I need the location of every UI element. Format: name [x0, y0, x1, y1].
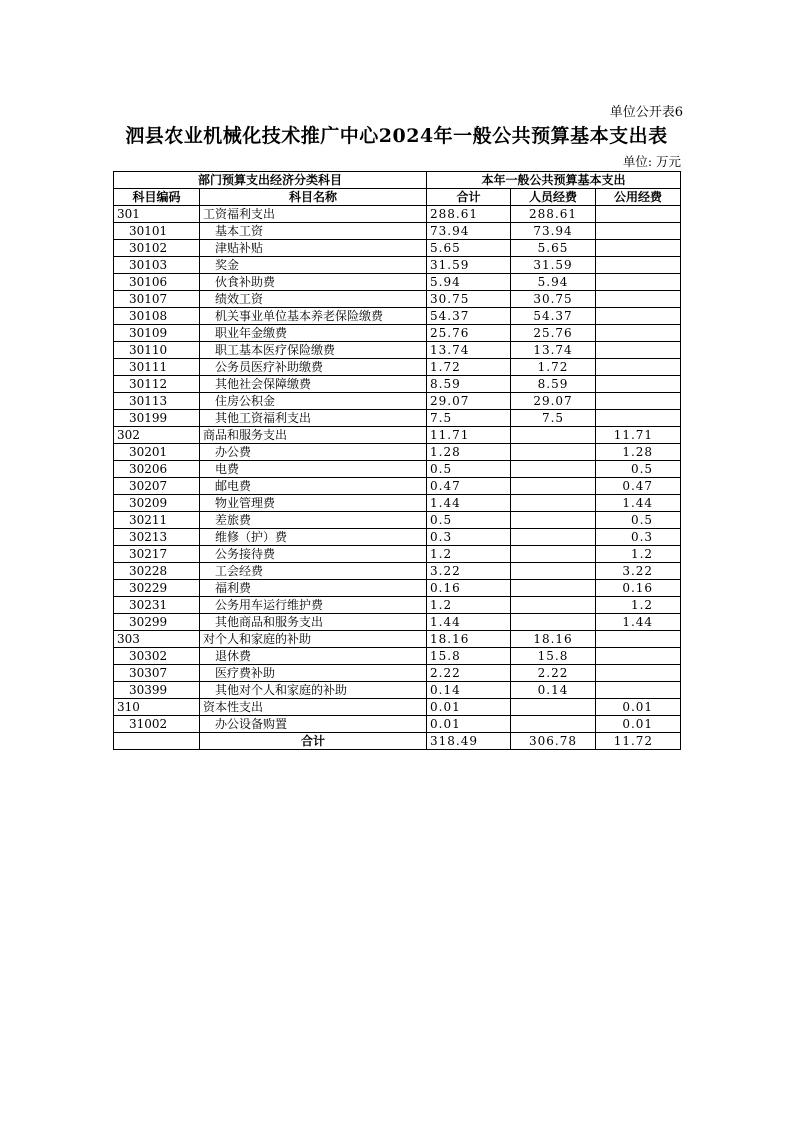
name-cell: 机关事业单位基本养老保险缴费	[200, 308, 427, 325]
public-cell: 0.3	[596, 529, 681, 546]
header-name: 科目名称	[200, 189, 427, 206]
public-cell	[596, 325, 681, 342]
total-cell: 0.16	[427, 580, 511, 597]
code-cell: 30307	[114, 665, 200, 682]
public-cell	[596, 359, 681, 376]
total-cell: 1.2	[427, 546, 511, 563]
total-cell: 30.75	[427, 291, 511, 308]
code-cell: 30217	[114, 546, 200, 563]
personnel-cell	[511, 563, 596, 580]
public-cell	[596, 308, 681, 325]
personnel-cell: 2.22	[511, 665, 596, 682]
personnel-cell	[511, 614, 596, 631]
total-cell: 29.07	[427, 393, 511, 410]
public-cell	[596, 342, 681, 359]
total-cell: 25.76	[427, 325, 511, 342]
total-cell: 1.44	[427, 614, 511, 631]
personnel-cell: 18.16	[511, 631, 596, 648]
total-cell: 13.74	[427, 342, 511, 359]
name-cell: 对个人和家庭的补助	[200, 631, 427, 648]
name-cell: 办公设备购置	[200, 716, 427, 733]
table-row	[114, 274, 681, 291]
table-row	[114, 461, 681, 478]
public-cell: 0.16	[596, 580, 681, 597]
public-cell: 1.28	[596, 444, 681, 461]
table-row	[114, 410, 681, 427]
table-row	[114, 546, 681, 563]
table-row	[114, 376, 681, 393]
code-cell: 30229	[114, 580, 200, 597]
public-cell	[596, 291, 681, 308]
total-cell: 5.94	[427, 274, 511, 291]
code-cell: 30209	[114, 495, 200, 512]
name-cell: 工会经费	[200, 563, 427, 580]
table-row	[114, 342, 681, 359]
public-cell: 0.01	[596, 699, 681, 716]
code-cell: 30110	[114, 342, 200, 359]
code-cell: 30206	[114, 461, 200, 478]
name-cell: 公务接待费	[200, 546, 427, 563]
public-cell: 0.5	[596, 512, 681, 529]
personnel-cell	[511, 444, 596, 461]
public-cell	[596, 223, 681, 240]
public-cell: 1.44	[596, 614, 681, 631]
code-cell: 30108	[114, 308, 200, 325]
code-cell: 30103	[114, 257, 200, 274]
table-row	[114, 393, 681, 410]
total-row	[114, 733, 681, 750]
personnel-cell: 288.61	[511, 206, 596, 223]
public-cell	[596, 206, 681, 223]
table-row	[114, 240, 681, 257]
name-cell: 公务员医疗补助缴费	[200, 359, 427, 376]
budget-table	[113, 171, 681, 750]
table-row	[114, 580, 681, 597]
personnel-cell: 0.14	[511, 682, 596, 699]
code-cell: 30199	[114, 410, 200, 427]
name-cell: 邮电费	[200, 478, 427, 495]
total-cell: 1.28	[427, 444, 511, 461]
name-cell: 维修（护）费	[200, 529, 427, 546]
table-row	[114, 325, 681, 342]
header-group-row	[114, 172, 681, 189]
table-row	[114, 648, 681, 665]
name-cell: 其他社会保障缴费	[200, 376, 427, 393]
name-cell: 医疗费补助	[200, 665, 427, 682]
code-cell: 30107	[114, 291, 200, 308]
public-cell	[596, 648, 681, 665]
name-cell: 津贴补贴	[200, 240, 427, 257]
table-row	[114, 699, 681, 716]
code-cell: 30112	[114, 376, 200, 393]
header-group-classification: 部门预算支出经济分类科目	[114, 172, 427, 189]
total-cell: 0.3	[427, 529, 511, 546]
table-row	[114, 427, 681, 444]
personnel-cell: 7.5	[511, 410, 596, 427]
name-cell: 职业年金缴费	[200, 325, 427, 342]
public-cell	[596, 257, 681, 274]
public-cell	[596, 410, 681, 427]
code-cell: 30211	[114, 512, 200, 529]
total-cell: 0.47	[427, 478, 511, 495]
table-tag: 单位公开表6	[609, 105, 683, 120]
personnel-cell: 25.76	[511, 325, 596, 342]
header-column-row	[114, 189, 681, 206]
code-cell: 30299	[114, 614, 200, 631]
table-row	[114, 206, 681, 223]
name-cell: 职工基本医疗保险缴费	[200, 342, 427, 359]
table-row	[114, 291, 681, 308]
public-cell: 0.47	[596, 478, 681, 495]
name-cell: 住房公积金	[200, 393, 427, 410]
personnel-cell: 13.74	[511, 342, 596, 359]
code-cell: 30201	[114, 444, 200, 461]
table-row	[114, 444, 681, 461]
name-cell: 资本性支出	[200, 699, 427, 716]
public-cell	[596, 274, 681, 291]
personnel-cell	[511, 495, 596, 512]
total-cell: 54.37	[427, 308, 511, 325]
public-cell: 1.2	[596, 546, 681, 563]
table-row	[114, 495, 681, 512]
total-cell: 0.14	[427, 682, 511, 699]
total-cell: 3.22	[427, 563, 511, 580]
table-row	[114, 716, 681, 733]
total-personnel: 306.78	[511, 733, 596, 750]
code-cell: 30228	[114, 563, 200, 580]
total-cell: 8.59	[427, 376, 511, 393]
table-row	[114, 614, 681, 631]
public-cell	[596, 240, 681, 257]
total-label: 合计	[200, 733, 427, 750]
code-cell: 30207	[114, 478, 200, 495]
code-cell: 30102	[114, 240, 200, 257]
name-cell: 物业管理费	[200, 495, 427, 512]
name-cell: 其他工资福利支出	[200, 410, 427, 427]
code-cell: 30111	[114, 359, 200, 376]
public-cell: 0.01	[596, 716, 681, 733]
total-cell: 73.94	[427, 223, 511, 240]
table-row	[114, 359, 681, 376]
total-cell: 288.61	[427, 206, 511, 223]
personnel-cell	[511, 699, 596, 716]
personnel-cell	[511, 580, 596, 597]
header-code: 科目编码	[114, 189, 200, 206]
code-cell: 302	[114, 427, 200, 444]
name-cell: 退休费	[200, 648, 427, 665]
code-cell: 30302	[114, 648, 200, 665]
code-cell: 310	[114, 699, 200, 716]
total-cell: 0.01	[427, 699, 511, 716]
name-cell: 其他对个人和家庭的补助	[200, 682, 427, 699]
personnel-cell	[511, 427, 596, 444]
personnel-cell: 8.59	[511, 376, 596, 393]
personnel-cell	[511, 461, 596, 478]
table-row	[114, 257, 681, 274]
header-public: 公用经费	[596, 189, 681, 206]
public-cell	[596, 393, 681, 410]
personnel-cell: 73.94	[511, 223, 596, 240]
code-cell: 30399	[114, 682, 200, 699]
name-cell: 基本工资	[200, 223, 427, 240]
personnel-cell	[511, 597, 596, 614]
total-code-cell	[114, 733, 200, 750]
code-cell: 30113	[114, 393, 200, 410]
public-cell	[596, 665, 681, 682]
total-cell: 1.2	[427, 597, 511, 614]
total-cell: 0.5	[427, 512, 511, 529]
total-cell: 1.72	[427, 359, 511, 376]
name-cell: 绩效工资	[200, 291, 427, 308]
personnel-cell	[511, 512, 596, 529]
code-cell: 31002	[114, 716, 200, 733]
total-cell: 7.5	[427, 410, 511, 427]
code-cell: 30101	[114, 223, 200, 240]
name-cell: 公务用车运行维护费	[200, 597, 427, 614]
public-cell: 1.44	[596, 495, 681, 512]
personnel-cell: 5.94	[511, 274, 596, 291]
total-cell: 0.5	[427, 461, 511, 478]
personnel-cell	[511, 529, 596, 546]
total-cell: 18.16	[427, 631, 511, 648]
table-row	[114, 223, 681, 240]
table-row	[114, 631, 681, 648]
header-group-basic-expenditure: 本年一般公共预算基本支出	[427, 172, 681, 189]
code-cell: 30109	[114, 325, 200, 342]
personnel-cell: 54.37	[511, 308, 596, 325]
name-cell: 奖金	[200, 257, 427, 274]
personnel-cell	[511, 478, 596, 495]
public-cell	[596, 682, 681, 699]
unit-label: 单位: 万元	[622, 154, 681, 169]
personnel-cell: 1.72	[511, 359, 596, 376]
public-cell: 3.22	[596, 563, 681, 580]
name-cell: 工资福利支出	[200, 206, 427, 223]
table-row	[114, 563, 681, 580]
name-cell: 福利费	[200, 580, 427, 597]
name-cell: 办公费	[200, 444, 427, 461]
personnel-cell	[511, 716, 596, 733]
total-public: 11.72	[596, 733, 681, 750]
code-cell: 30213	[114, 529, 200, 546]
public-cell: 11.71	[596, 427, 681, 444]
total-cell: 31.59	[427, 257, 511, 274]
public-cell: 1.2	[596, 597, 681, 614]
name-cell: 伙食补助费	[200, 274, 427, 291]
code-cell: 301	[114, 206, 200, 223]
total-sum: 318.49	[427, 733, 511, 750]
total-cell: 1.44	[427, 495, 511, 512]
total-cell: 11.71	[427, 427, 511, 444]
table-row	[114, 665, 681, 682]
personnel-cell	[511, 546, 596, 563]
table-row	[114, 308, 681, 325]
code-cell: 30231	[114, 597, 200, 614]
table-row	[114, 512, 681, 529]
table-row	[114, 682, 681, 699]
name-cell: 商品和服务支出	[200, 427, 427, 444]
total-cell: 0.01	[427, 716, 511, 733]
personnel-cell: 5.65	[511, 240, 596, 257]
public-cell	[596, 631, 681, 648]
table-row	[114, 529, 681, 546]
header-personnel: 人员经费	[511, 189, 596, 206]
personnel-cell: 30.75	[511, 291, 596, 308]
header-total: 合计	[427, 189, 511, 206]
table-row	[114, 597, 681, 614]
public-cell: 0.5	[596, 461, 681, 478]
name-cell: 其他商品和服务支出	[200, 614, 427, 631]
personnel-cell: 15.8	[511, 648, 596, 665]
personnel-cell: 31.59	[511, 257, 596, 274]
public-cell	[596, 376, 681, 393]
total-cell: 5.65	[427, 240, 511, 257]
table-row	[114, 478, 681, 495]
code-cell: 303	[114, 631, 200, 648]
total-cell: 2.22	[427, 665, 511, 682]
name-cell: 差旅费	[200, 512, 427, 529]
code-cell: 30106	[114, 274, 200, 291]
table-body	[114, 206, 681, 733]
name-cell: 电费	[200, 461, 427, 478]
page-title: 泗县农业机械化技术推广中心2024年一般公共预算基本支出表	[125, 125, 668, 147]
total-cell: 15.8	[427, 648, 511, 665]
personnel-cell: 29.07	[511, 393, 596, 410]
